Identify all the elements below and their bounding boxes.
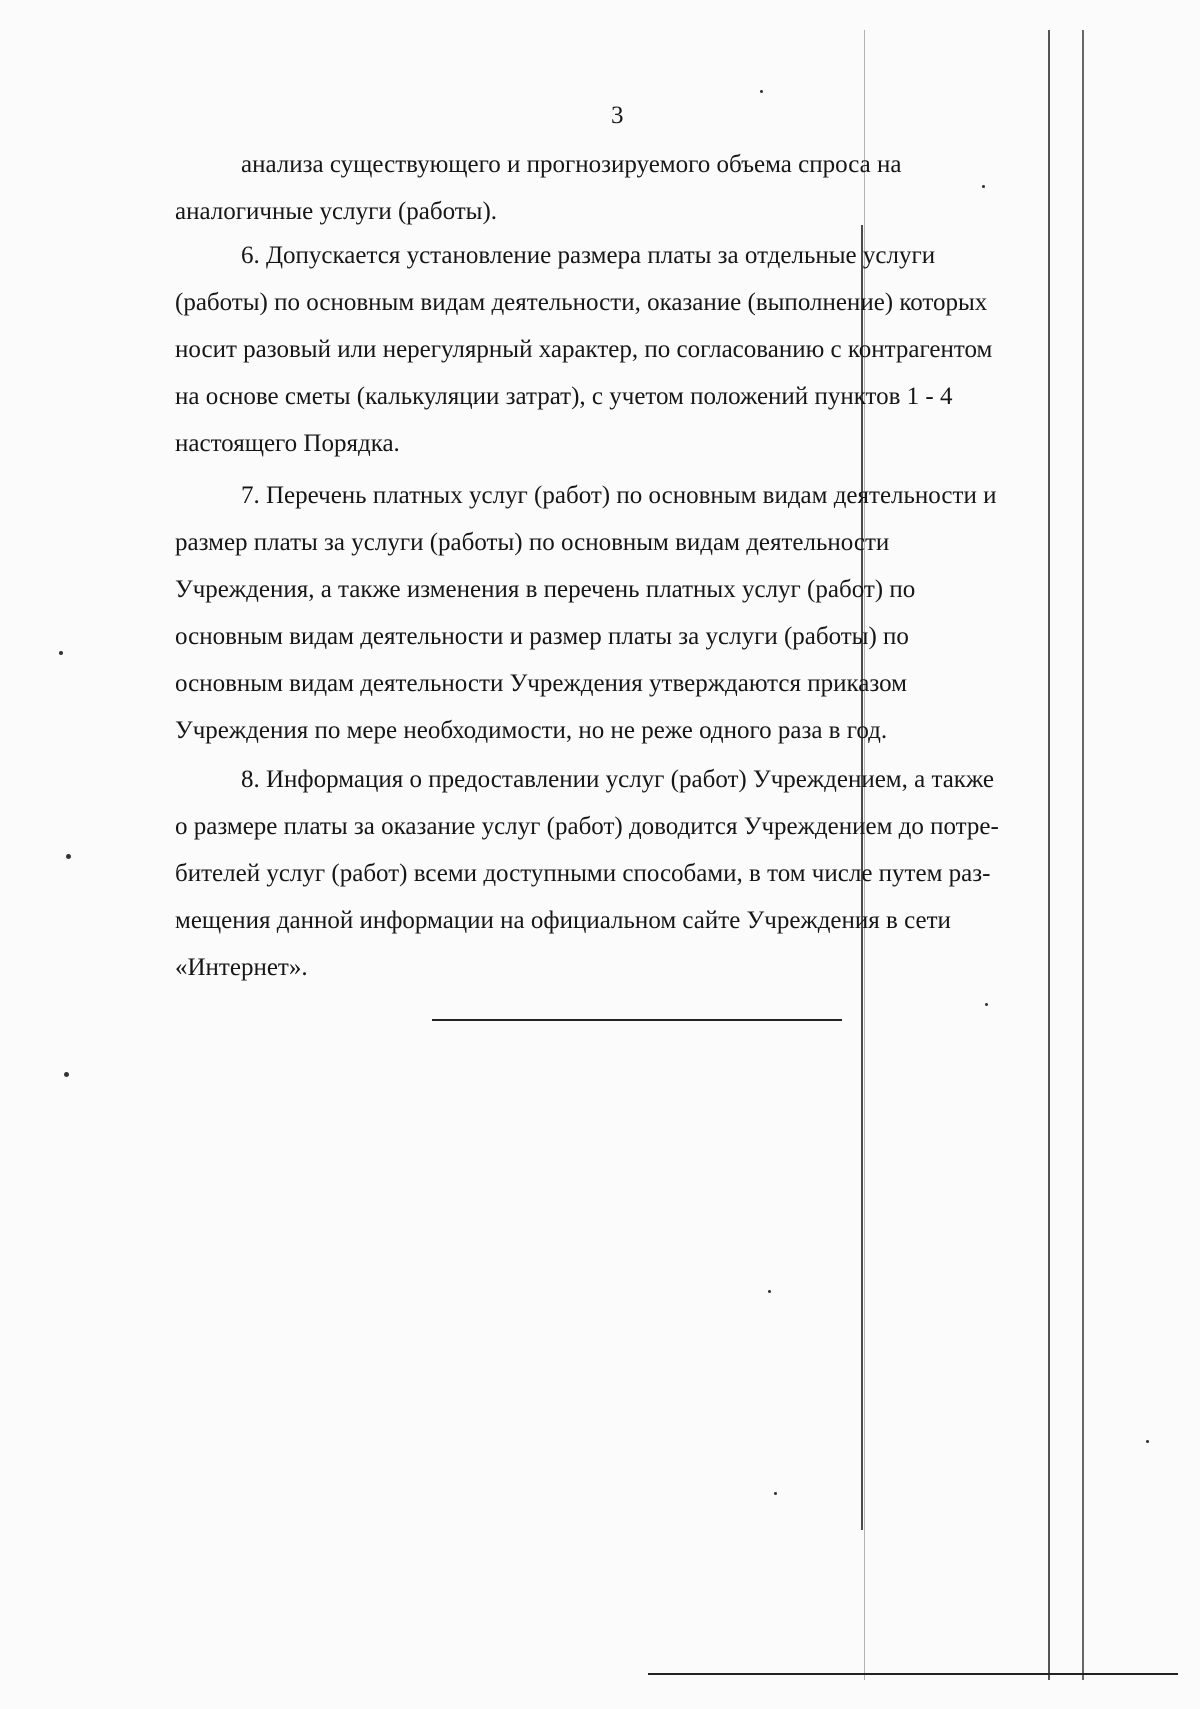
text-line: 7. Перечень платных услуг (работ) по основным видам деятельности и bbox=[241, 482, 997, 509]
scan-speck bbox=[1146, 1440, 1149, 1443]
text-line: носит разовый или нерегулярный характер, по согласованию с контрагентом bbox=[175, 336, 993, 363]
text-line: на основе сметы (калькуляции затрат), с учетом положений пунктов 1 - 4 bbox=[175, 383, 953, 410]
paragraph-8 bbox=[175, 756, 1085, 991]
scan-speck bbox=[760, 90, 763, 93]
text-line: мещения данной информации на официальном сайте Учреждения в сети bbox=[175, 907, 951, 934]
text-line: анализа существующего и прогнозируемого объема спроса на bbox=[241, 151, 902, 178]
text-line: основным видам деятельности и размер платы за услуги (работы) по bbox=[175, 623, 909, 650]
paragraph-6 bbox=[175, 232, 1085, 467]
text-line: основным видам деятельности Учреждения утверждаются приказом bbox=[175, 670, 907, 697]
scan-speck bbox=[768, 1290, 771, 1293]
scan-speck bbox=[774, 1492, 777, 1495]
text-line: аналогичные услуги (работы). bbox=[175, 198, 498, 225]
scan-speck bbox=[985, 1003, 988, 1006]
text-line: Учреждения, а также изменения в перечень платных услуг (работ) по bbox=[175, 576, 916, 603]
text-line: настоящего Порядка. bbox=[175, 430, 400, 457]
text-line: Учреждения по мере необходимости, но не реже одного раза в год. bbox=[175, 717, 888, 744]
footer-rule bbox=[648, 1673, 1178, 1675]
text-line: о размере платы за оказание услуг (работ) доводится Учреждением до потре- bbox=[175, 813, 999, 840]
text-line: 6. Допускается установление размера платы за отдельные услуги bbox=[241, 242, 936, 269]
text-line: бителей услуг (работ) всеми доступными способами, в том числе путем раз- bbox=[175, 860, 991, 887]
text-line: 8. Информация о предоставлении услуг (работ) Учреждением, а также bbox=[241, 766, 994, 793]
text-line: размер платы за услуги (работы) по основным видам деятельности bbox=[175, 529, 890, 556]
paragraph-7 bbox=[175, 472, 1085, 754]
paragraph-continuation bbox=[175, 141, 1085, 235]
scan-speck bbox=[59, 651, 63, 655]
text-line: (работы) по основным видам деятельности, оказание (выполнение) которых bbox=[175, 289, 988, 316]
page-number: 3 bbox=[611, 102, 624, 129]
scan-speck bbox=[64, 1072, 69, 1077]
text-line: «Интернет». bbox=[175, 954, 308, 981]
scan-speck bbox=[66, 854, 71, 859]
end-of-text-rule bbox=[432, 1019, 842, 1021]
